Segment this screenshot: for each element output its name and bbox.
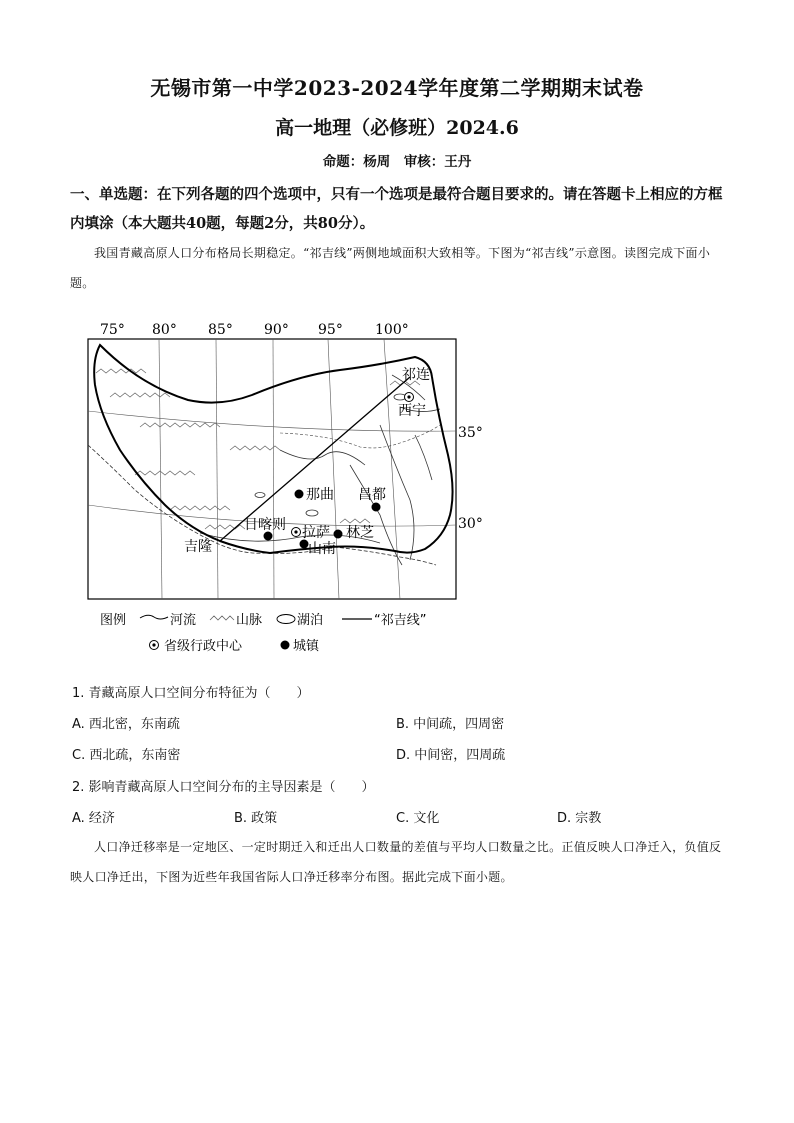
legend-lake: 湖泊 (297, 613, 324, 628)
label-rikaze: 日喀则 (244, 517, 286, 533)
exam-title: 无锡市第一中学2023-2024学年度第二学期期末试卷 (150, 76, 644, 100)
lat-label-30: 30° (458, 516, 483, 532)
lon-label-100: 100° (375, 322, 409, 338)
label-lasa: 拉萨 (302, 525, 330, 541)
legend-capital: 省级行政中心 (164, 639, 243, 654)
question-2-stem: 2. 影响青藏高原人口空间分布的主导因素是（ ） (72, 780, 375, 795)
legend-river: 河流 (170, 613, 197, 628)
label-naqu: 那曲 (306, 487, 334, 503)
intro-paragraph-1: 我国青藏高原人口分布格局长期稳定。“祁吉线”两侧地域面积大致相等。下图为“祁吉线”示意图。读图完成下面小题。 (70, 246, 711, 290)
question-2-option-a: A. 经济 (72, 811, 115, 826)
question-2-option-b: B. 政策 (234, 811, 278, 826)
legend-mountain: 山脉 (236, 613, 263, 628)
question-1-stem: 1. 青藏高原人口空间分布特征为（ ） (72, 686, 310, 701)
lon-label-80: 80° (152, 322, 177, 338)
legend-title: 图例 (100, 613, 127, 628)
legend-line: “祁吉线” (374, 613, 427, 628)
label-jilong: 吉隆 (184, 539, 212, 555)
lon-label-95: 95° (318, 322, 343, 338)
graticule (88, 339, 456, 599)
lat-label-35: 35° (458, 425, 483, 441)
river-legend-icon (140, 615, 168, 619)
changdu-marker (372, 503, 381, 512)
mountain-legend-icon (210, 616, 234, 620)
question-1-option-a: A. 西北密，东南疏 (72, 717, 180, 732)
question-1-option-b: B. 中间疏，四周密 (396, 717, 505, 732)
lon-label-75: 75° (100, 322, 125, 338)
label-changdu: 昌都 (358, 487, 386, 503)
naqu-marker (295, 490, 304, 499)
question-2-option-c: C. 文化 (396, 811, 440, 826)
exam-subtitle: 高一地理（必修班）2024.6 (275, 117, 519, 139)
lon-label-90: 90° (264, 322, 289, 338)
label-shannan: 山南 (308, 541, 336, 557)
lake-legend-icon (277, 615, 295, 624)
label-linzhi: 林芝 (346, 525, 374, 541)
map-svg (80, 315, 483, 660)
lon-label-85: 85° (208, 322, 233, 338)
town-legend-icon (281, 641, 290, 650)
map-legend (100, 612, 426, 654)
question-2-option-d: D. 宗教 (557, 811, 602, 826)
question-1-option-c: C. 西北疏，东南密 (72, 748, 181, 763)
map-frame (88, 339, 456, 599)
label-xining: 西宁 (398, 403, 426, 419)
legend-town: 城镇 (293, 639, 320, 654)
exam-authors: 命题：杨周 审核：王丹 (322, 154, 472, 170)
question-1-option-d: D. 中间密，四周疏 (396, 748, 506, 763)
label-qilian: 祁连 (402, 367, 430, 383)
intro-paragraph-2: 人口净迁移率是一定地区、一定时期迁入和迁出人口数量的差值与平均人口数量之比。正值反映人口净迁入，负值反映人口净迁出，下图为近些年我国省际人口净迁移率分布图。据此完成下面小题。 (70, 840, 722, 884)
linzhi-marker (334, 530, 343, 539)
section-heading: 一、单选题：在下列各题的四个选项中，只有一个选项是最符合题目要求的。请在答题卡上相应的方框内填涂（本大题共40题，每题2分，共80分）。 (70, 186, 723, 232)
qiji-line-map (80, 315, 483, 660)
